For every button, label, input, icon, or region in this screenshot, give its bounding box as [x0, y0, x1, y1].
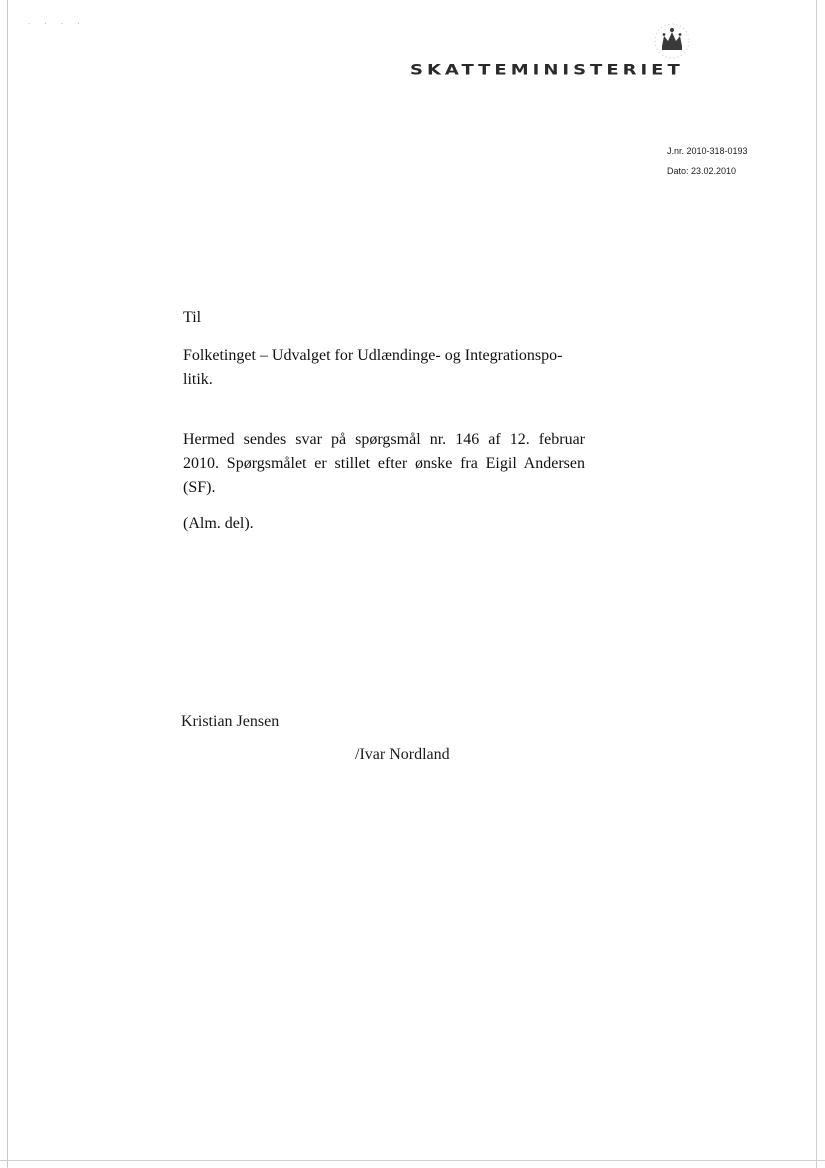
- scan-edge-left: [7, 0, 8, 1168]
- scan-edge-right: [816, 0, 817, 1168]
- message-paragraph: [183, 428, 585, 500]
- message-line: Hermed sendes svar på spørgsmål nr. 146 af 12. februar: [183, 431, 585, 448]
- ministry-wordmark: SKATTEMINISTERIET: [410, 62, 684, 79]
- crown-icon: [652, 20, 692, 60]
- scan-marks: · · · ·: [28, 20, 86, 28]
- alm-del-note: (Alm. del).: [183, 515, 254, 532]
- recipient-line: Folketinget – Udvalget for Udlændinge- og Integrationspo-: [183, 347, 563, 364]
- scan-edge-bottom: [0, 1160, 825, 1161]
- message-line: (SF).: [183, 479, 216, 496]
- recipient: [183, 344, 585, 392]
- recipient-line: litik.: [183, 371, 213, 388]
- journal-number: J.nr. 2010-318-0193: [667, 146, 748, 156]
- letter-date: Dato: 23.02.2010: [667, 166, 737, 176]
- signature: /Ivar Nordland: [355, 746, 450, 763]
- message-line: 2010. Spørgsmålet er stillet efter ønske fra Eigil Andersen: [183, 455, 585, 472]
- to-label: Til: [183, 309, 202, 326]
- minister-name: Kristian Jensen: [181, 713, 280, 730]
